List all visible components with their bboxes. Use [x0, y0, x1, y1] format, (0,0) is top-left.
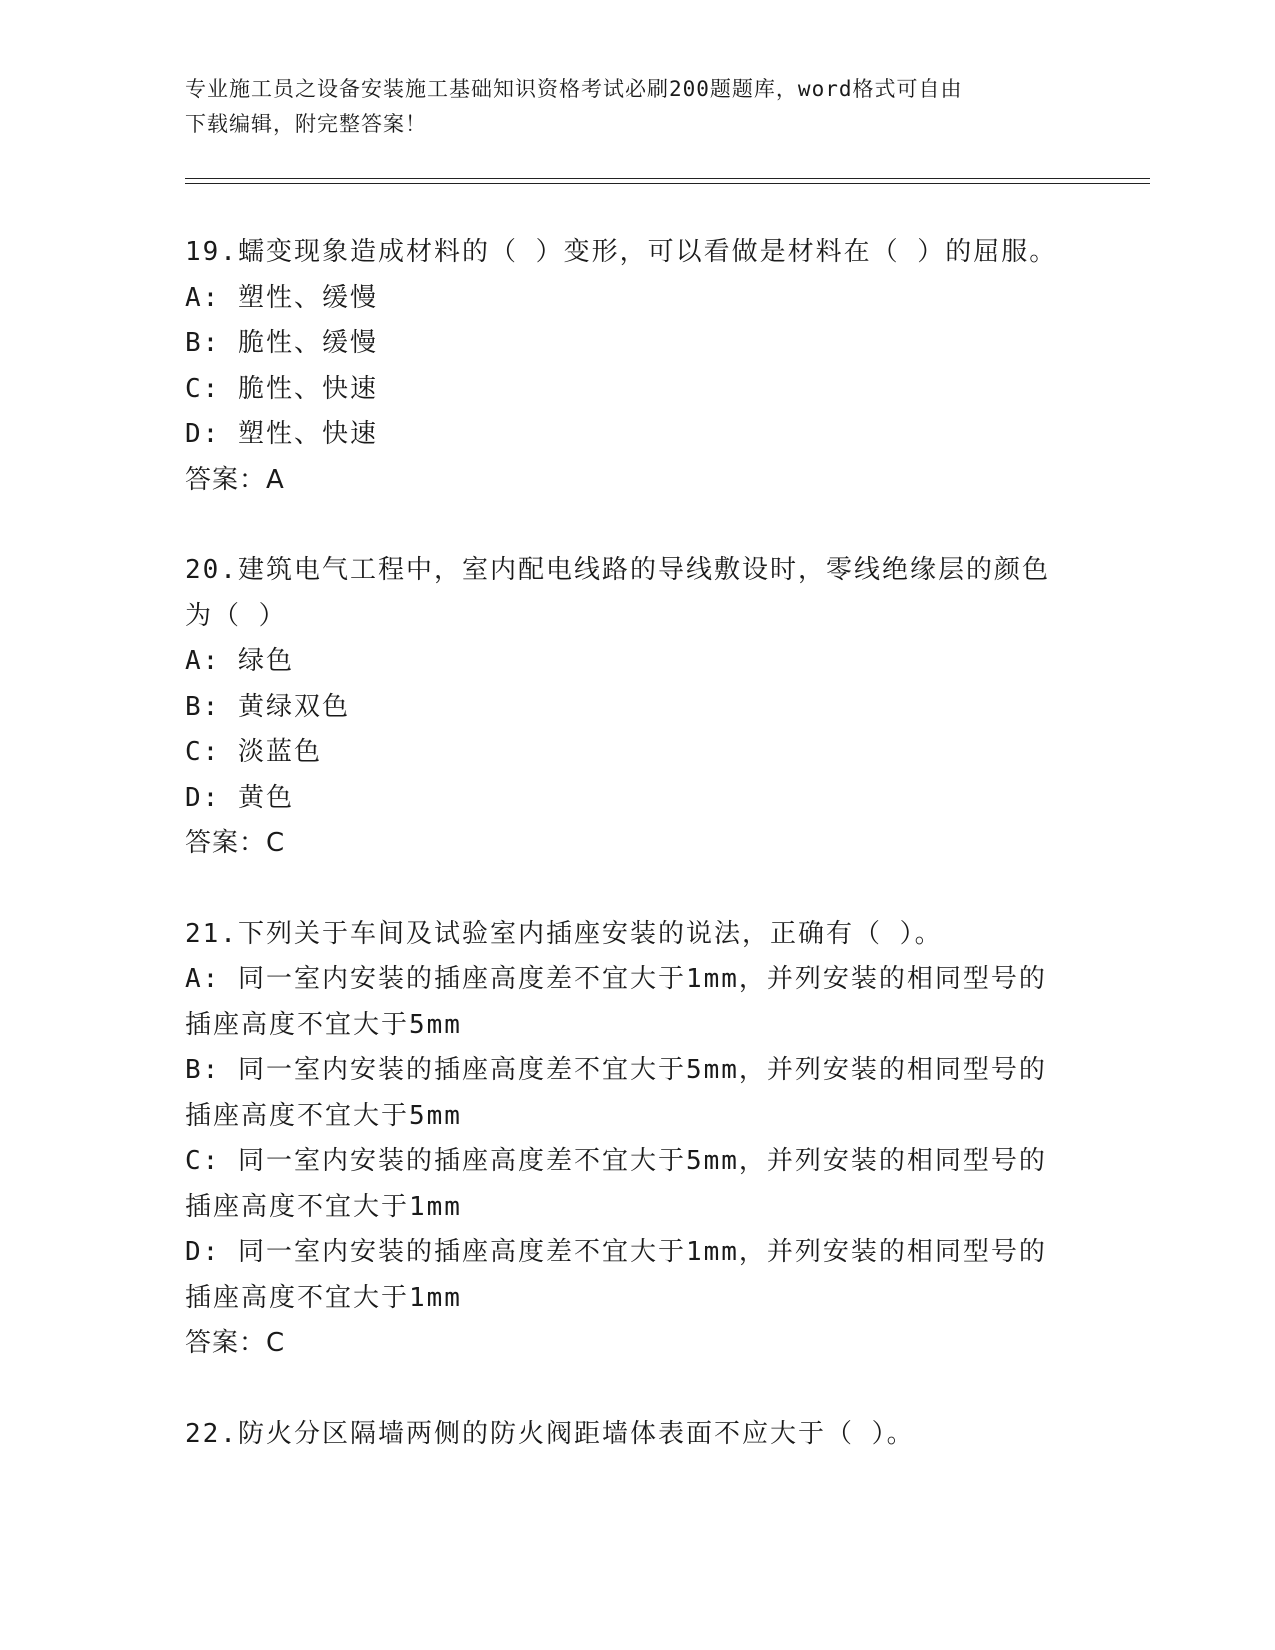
option-a: A: 绿色	[185, 646, 294, 676]
answer-label: 答案：C	[185, 828, 286, 858]
document-header	[185, 72, 1085, 142]
question-stem: 22.防火分区隔墙两侧的防火阀距墙体表面不应大于（ ）。	[185, 1418, 915, 1449]
option-c-continued: 插座高度不宜大于1mm	[185, 1191, 462, 1222]
question-stem: 21.下列关于车间及试验室内插座安装的说法，正确有（ ）。	[185, 918, 943, 949]
question-20	[185, 548, 1085, 867]
question-stem: 20.建筑电气工程中，室内配电线路的导线敷设时，零线绝缘层的颜色	[185, 555, 1050, 585]
option-a-continued: 插座高度不宜大于5mm	[185, 1009, 462, 1040]
question-22	[185, 1412, 1085, 1458]
option-b: B: 脆性、缓慢	[185, 328, 378, 358]
question-stem: 19.蠕变现象造成材料的（ ）变形，可以看做是材料在（ ）的屈服。	[185, 237, 1058, 267]
question-19	[185, 230, 1085, 503]
option-c: C: 脆性、快速	[185, 373, 378, 404]
option-d: D: 黄色	[185, 782, 294, 813]
header-divider-top	[185, 178, 1150, 179]
question-21	[185, 912, 1085, 1367]
option-d: D: 塑性、快速	[185, 419, 378, 449]
option-c: C: 同一室内安装的插座高度差不宜大于5mm，并列安装的相同型号的	[185, 1146, 1047, 1176]
option-b: B: 同一室内安装的插座高度差不宜大于5mm，并列安装的相同型号的	[185, 1055, 1047, 1085]
header-title-line-1: 专业施工员之设备安装施工基础知识资格考试必刷200题题库，word格式可自由	[185, 77, 963, 101]
answer-label: 答案：C	[185, 1328, 286, 1358]
option-d: D: 同一室内安装的插座高度差不宜大于1mm，并列安装的相同型号的	[185, 1237, 1047, 1267]
option-b: B: 黄绿双色	[185, 691, 350, 722]
option-c: C: 淡蓝色	[185, 737, 322, 767]
option-a: A: 同一室内安装的插座高度差不宜大于1mm，并列安装的相同型号的	[185, 964, 1047, 994]
header-divider-bottom	[185, 183, 1150, 184]
option-d-continued: 插座高度不宜大于1mm	[185, 1282, 462, 1313]
question-stem-continued: 为（ ）	[185, 600, 287, 631]
question-list	[185, 230, 1085, 1457]
header-title-line-2: 下载编辑，附完整答案！	[185, 112, 427, 136]
option-b-continued: 插座高度不宜大于5mm	[185, 1100, 462, 1131]
answer-label: 答案：A	[185, 464, 285, 495]
option-a: A: 塑性、缓慢	[185, 282, 378, 313]
